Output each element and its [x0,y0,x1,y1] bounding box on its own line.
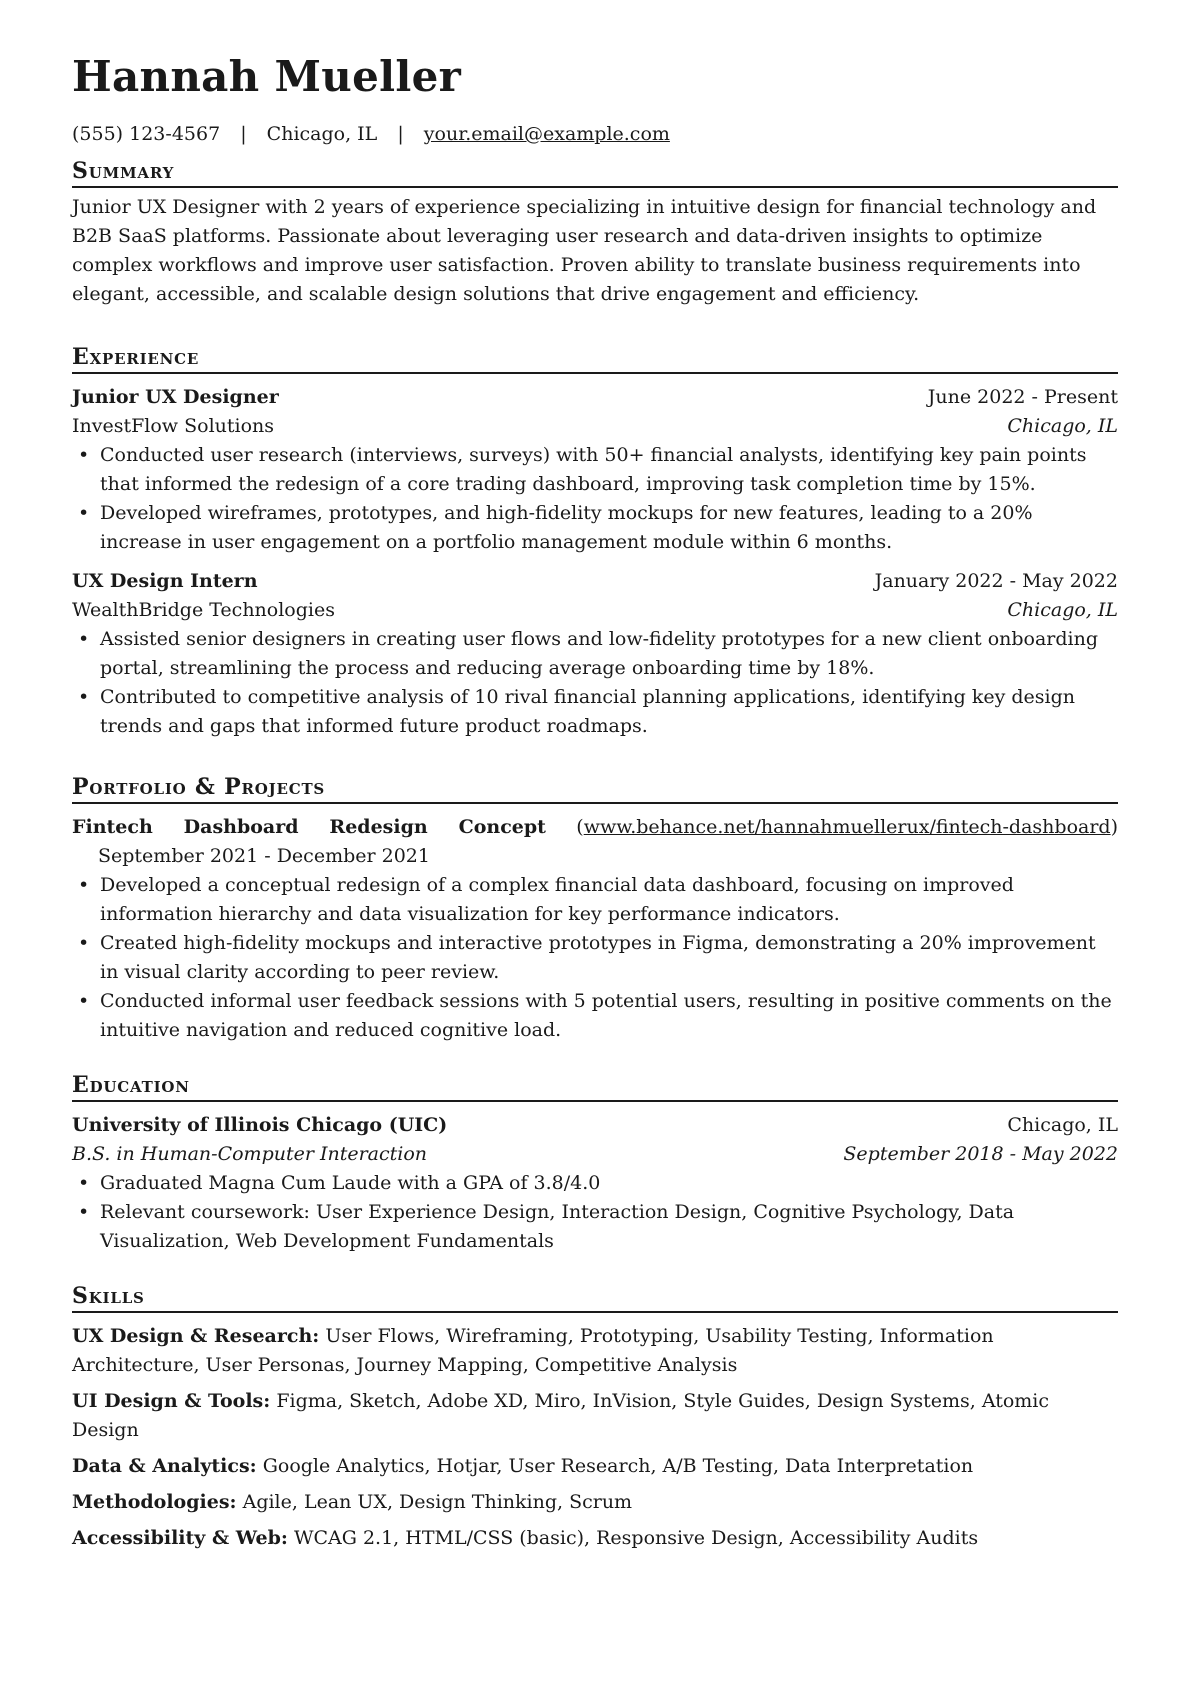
skills-section [72,1283,1118,1560]
job-location: Chicago, IL [1007,599,1118,621]
skill-items: WCAG 2.1, HTML/CSS (basic), Responsive Design, Accessibility Audits [293,1527,979,1549]
skill-items: Agile, Lean UX, Design Thinking, Scrum [242,1491,633,1513]
education-entry [72,1111,1118,1256]
education-heading: Education [72,1072,1118,1102]
contact-separator: | [397,123,404,145]
skill-group [72,1452,1118,1481]
projects-heading: Portfolio & Projects [72,774,1118,804]
school-row [72,1111,1118,1140]
education-bullets [72,1169,1118,1256]
list-item: • Conducted informal user feedback sessions with 5 potential users, resulting in positive comments on the intuitive navigation and reduced cognitive load. [100,987,1118,1045]
skill-group [72,1387,1118,1445]
school-name: University of Illinois Chicago (UIC) [72,1114,448,1136]
degree-row [72,1140,1118,1169]
projects-section [72,774,1118,1045]
job-title-row [72,567,1118,596]
contact-location: Chicago, IL [266,123,378,145]
job-company-row [72,596,1118,625]
skill-group [72,1524,1118,1553]
skill-items: Figma, Sketch, Adobe XD, Miro, InVision, Style Guides, Design Systems, Atomic Design [72,1390,1050,1441]
contact-separator: | [240,123,247,145]
list-item: • Graduated Magna Cum Laude with a GPA of 3.8/4.0 [100,1169,1118,1198]
job-dates: June 2022 - Present [927,386,1118,408]
summary-heading: Summary [72,158,1118,188]
list-item: • Contributed to competitive analysis of 10 rival financial planning applications, identifying key design trends and gaps that informed future product roadmaps. [100,683,1118,741]
skill-items: User Flows, Wireframing, Prototyping, Usability Testing, Information Architecture, User Personas, Journey Mapping, Competitive Analysis [72,1325,994,1376]
job-company-row [72,412,1118,441]
job-company: InvestFlow Solutions [72,415,275,437]
list-item: • Developed a conceptual redesign of a complex financial data dashboard, focusing on improved information hierarchy and data visualization for key performance indicators. [100,871,1118,929]
list-item: • Developed wireframes, prototypes, and high-fidelity mockups for new features, leading to a 20% increase in user engagement on a portfolio management module within 6 months. [100,499,1118,557]
project-header: Fintech Dashboard Redesign Concept (www.behance.net/hannahmuellerux/fintech-dashboard) September 2021 - December 2021 [72,816,1119,867]
skill-label: UI Design & Tools: [72,1390,271,1412]
list-item: • Assisted senior designers in creating user flows and low-fidelity prototypes for a new client onboarding portal, streamlining the process and reducing average onboarding time by 18%. [100,625,1118,683]
job-bullets [72,625,1118,741]
job-title: UX Design Intern [72,570,258,592]
job-location: Chicago, IL [1007,415,1118,437]
experience-section [72,344,1118,741]
job-entry [72,567,1118,741]
summary-text: Junior UX Designer with 2 years of experience specializing in intuitive design for financial technology and B2B SaaS platforms. Passionate about leveraging user research and data-driven insights to optimize complex workflows and improve user satisfaction. Proven ability to translate business requirements into elegant, accessible, and scalable design solutions that drive engagement and efficiency. [72,196,1097,305]
project-entry [72,813,1118,1045]
skill-label: Methodologies: [72,1491,237,1513]
job-bullets [72,441,1118,557]
list-item: • Conducted user research (interviews, surveys) with 50+ financial analysts, identifying key pain points that informed the redesign of a core trading dashboard, improving task completion time by 15%. [100,441,1118,499]
candidate-name: Hannah Mueller [72,52,462,101]
phone-number: (555) 123-4567 [72,123,221,145]
skill-group [72,1322,1118,1380]
skill-label: Data & Analytics: [72,1455,257,1477]
project-bullets [72,871,1118,1045]
project-link[interactable]: www.behance.net/hannahmuellerux/fintech-dashboard [583,816,1111,838]
job-company: WealthBridge Technologies [72,599,335,621]
summary-section [72,158,1118,309]
list-item: • Relevant coursework: User Experience Design, Interaction Design, Cognitive Psychology, Data Visualization, Web Development Fundamentals [100,1198,1118,1256]
contact-line [72,123,670,145]
degree: B.S. in Human-Computer Interaction [72,1143,428,1165]
job-entry [72,383,1118,557]
experience-heading: Experience [72,344,1118,374]
job-dates: January 2022 - May 2022 [874,570,1118,592]
education-dates: September 2018 - May 2022 [843,1143,1118,1165]
email-link[interactable]: your.email@example.com [423,123,670,145]
job-title: Junior UX Designer [72,386,279,408]
skills-heading: Skills [72,1283,1118,1313]
skill-label: Accessibility & Web: [72,1527,288,1549]
list-item: • Created high-fidelity mockups and interactive prototypes in Figma, demonstrating a 20% improvement in visual clarity according to peer review. [100,929,1118,987]
skills-list [72,1322,1118,1553]
education-section [72,1072,1118,1256]
skill-group [72,1488,1118,1517]
project-title: Fintech Dashboard Redesign Concept [72,816,546,838]
school-location: Chicago, IL [1007,1114,1118,1136]
skill-label: UX Design & Research: [72,1325,320,1347]
skill-items: Google Analytics, Hotjar, User Research, A/B Testing, Data Interpretation [262,1455,974,1477]
project-dates: September 2021 - December 2021 [98,845,430,867]
job-title-row [72,383,1118,412]
